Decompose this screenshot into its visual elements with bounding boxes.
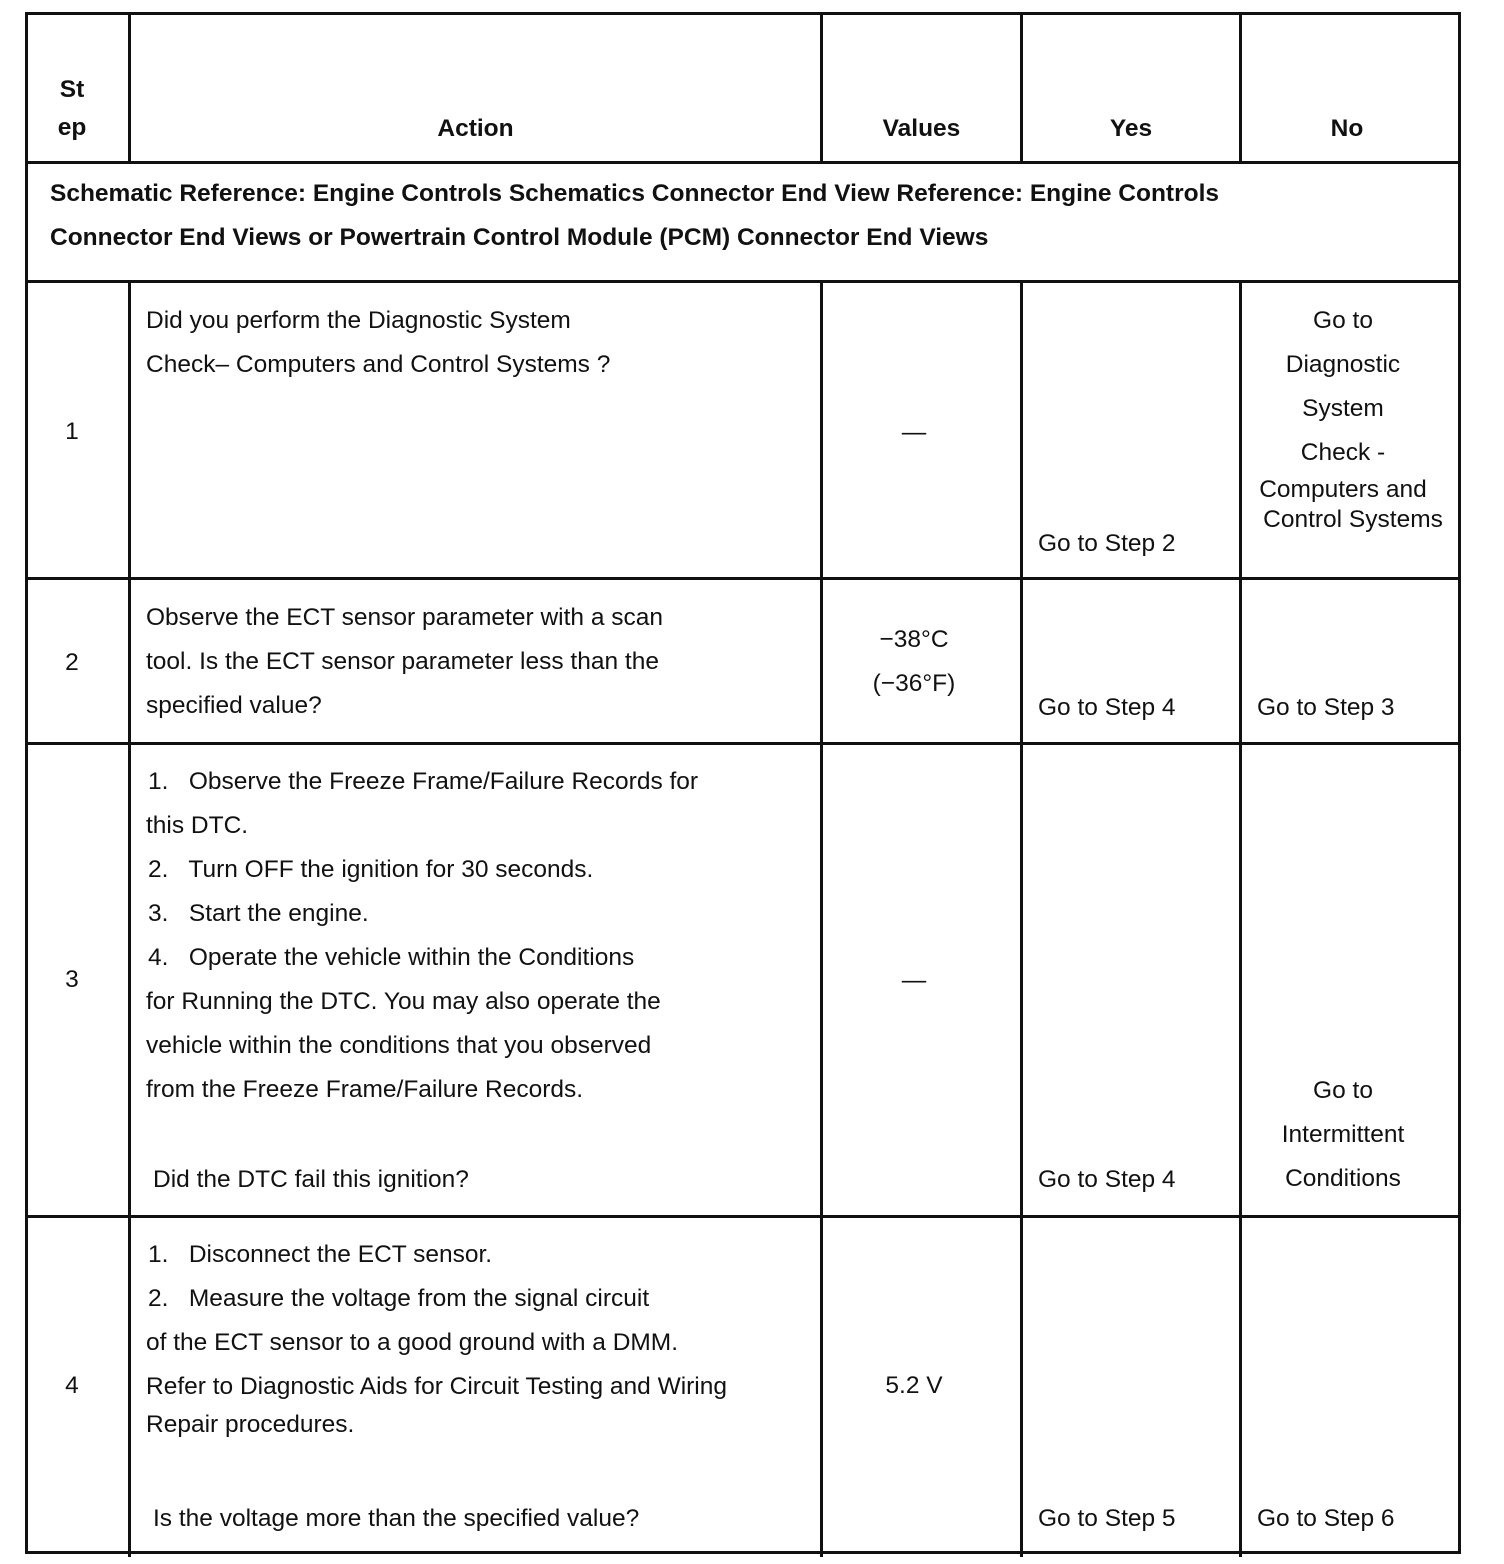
row2-value-celsius: −38°C (879, 626, 949, 653)
col-divider (1020, 281, 1023, 1557)
row4-action-line: Repair procedures. (146, 1411, 355, 1438)
row2-step: 2 (65, 649, 79, 676)
row3-action-line: 3. Start the engine. (148, 900, 369, 927)
header-action: Action (437, 115, 514, 142)
header-no: No (1330, 115, 1364, 142)
row4-action-line: 2. Measure the voltage from the signal circuit (148, 1285, 650, 1312)
row3-action-line: from the Freeze Frame/Failure Records. (146, 1076, 584, 1103)
row1-no-line: Control Systems (1263, 506, 1443, 533)
row3-no (1242, 1069, 1444, 1201)
row4-step: 4 (65, 1372, 79, 1399)
row1-no (1242, 299, 1444, 535)
row4-value: 5.2 V (885, 1372, 943, 1399)
row1-action-line: Did you perform the Diagnostic System (146, 307, 571, 334)
row3-no-line: Intermittent (1281, 1121, 1405, 1148)
row2-action (146, 596, 663, 728)
row4-action-line: 1. Disconnect the ECT sensor. (148, 1241, 493, 1268)
row2-value-fahrenheit: (−36°F) (872, 670, 956, 697)
row3-step: 3 (65, 966, 79, 993)
row1-no-line: Check - (1300, 439, 1386, 466)
row4-action-line: of the ECT sensor to a good ground with a DMM. (146, 1329, 679, 1356)
row2-no: Go to Step 3 (1257, 694, 1395, 721)
header-step-line1: St (59, 76, 85, 103)
row4-action (146, 1233, 727, 1441)
col-divider (128, 281, 131, 1557)
row3-action-line: this DTC. (146, 812, 249, 839)
row3-question: Did the DTC fail this ignition? (153, 1166, 469, 1193)
row1-no-line: Diagnostic (1285, 351, 1401, 378)
header-yes: Yes (1109, 115, 1153, 142)
reference-line1: Schematic Reference: Engine Controls Schematics Connector End View Reference: Engine Controls (50, 180, 1220, 207)
header-step (48, 71, 96, 147)
row3-action-line: 4. Operate the vehicle within the Conditions (148, 944, 635, 971)
diagnostic-table (25, 12, 1461, 1554)
row3-divider (28, 1215, 1458, 1218)
row4-yes: Go to Step 5 (1038, 1505, 1176, 1532)
row4-no: Go to Step 6 (1257, 1505, 1395, 1532)
row1-action (146, 299, 610, 387)
row1-no-line: System (1302, 395, 1384, 422)
row2-divider (28, 742, 1458, 745)
row2-action-line: Observe the ECT sensor parameter with a scan (146, 604, 664, 631)
row1-no-line: Go to (1313, 307, 1373, 334)
row1-no-line: Computers and (1259, 476, 1427, 503)
header-divider (28, 161, 1458, 164)
reference-divider (28, 280, 1458, 283)
row1-action-line: Check– Computers and Control Systems ? (146, 351, 611, 378)
header-values: Values (882, 115, 961, 142)
row4-action-line: Refer to Diagnostic Aids for Circuit Testing and Wiring (146, 1373, 727, 1400)
row3-value: — (901, 967, 927, 994)
row3-action-line: vehicle within the conditions that you observed (146, 1032, 652, 1059)
row2-yes: Go to Step 4 (1038, 694, 1176, 721)
row1-yes: Go to Step 2 (1038, 530, 1176, 557)
row3-action (146, 760, 698, 1112)
row2-action-line: specified value? (146, 692, 322, 719)
row3-action-line: 2. Turn OFF the ignition for 30 seconds. (148, 856, 594, 883)
row1-divider (28, 577, 1458, 580)
row1-step: 1 (65, 418, 79, 445)
schematic-reference (50, 172, 1219, 260)
reference-line2: Connector End Views or Powertrain Control Module (PCM) Connector End Views (50, 224, 989, 251)
row3-no-line: Go to (1313, 1077, 1373, 1104)
row3-action-line: 1. Observe the Freeze Frame/Failure Records for (148, 768, 699, 795)
row3-yes: Go to Step 4 (1038, 1166, 1176, 1193)
row2-value (823, 618, 1005, 706)
row4-question: Is the voltage more than the specified value? (153, 1505, 640, 1532)
row2-action-line: tool. Is the ECT sensor parameter less than the (146, 648, 659, 675)
row3-no-line: Conditions (1285, 1165, 1401, 1192)
row1-value: — (901, 419, 927, 446)
header-step-line2: ep (57, 114, 87, 141)
row3-action-line: for Running the DTC. You may also operate the (146, 988, 661, 1015)
